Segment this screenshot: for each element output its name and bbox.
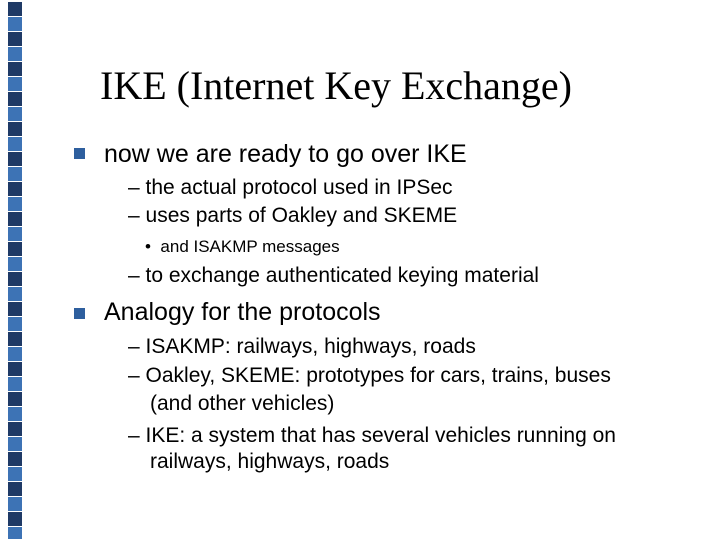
strip-block (8, 62, 22, 76)
bullet-level2 (128, 335, 476, 359)
bullet-text: now we are ready to go over IKE (104, 140, 467, 168)
strip-block (8, 512, 22, 526)
strip-block (8, 317, 22, 331)
strip-block (8, 332, 22, 346)
dash-marker: – (128, 264, 140, 287)
strip-block (8, 17, 22, 31)
bullet-level2 (128, 364, 611, 388)
strip-block (8, 197, 22, 211)
strip-block (8, 92, 22, 106)
bullet-text: ISAKMP: railways, highways, roads (145, 335, 476, 358)
strip-block (8, 362, 22, 376)
strip-block (8, 167, 22, 181)
strip-block (8, 452, 22, 466)
strip-block (8, 257, 22, 271)
bullet-level1 (104, 140, 467, 169)
strip-block (8, 392, 22, 406)
slide-title: IKE (Internet Key Exchange) (100, 63, 572, 108)
square-bullet-icon (74, 308, 85, 319)
bullet-level2-continuation (150, 392, 334, 416)
strip-block (8, 527, 22, 539)
dot-marker: • (145, 237, 151, 256)
strip-block (8, 212, 22, 226)
strip-block (8, 32, 22, 46)
dash-marker: – (128, 176, 140, 199)
strip-block (8, 422, 22, 436)
strip-block (8, 407, 22, 421)
bullet-text: and ISAKMP messages (160, 237, 340, 256)
dash-marker: – (128, 424, 140, 447)
square-bullet-icon (74, 148, 85, 159)
dash-marker: – (128, 335, 140, 358)
strip-block (8, 287, 22, 301)
strip-block (8, 467, 22, 481)
bullet-text: Analogy for the protocols (104, 298, 381, 326)
bullet-text: to exchange authenticated keying material (145, 264, 539, 287)
bullet-level2 (128, 264, 539, 288)
dash-marker: – (128, 364, 140, 387)
strip-block (8, 122, 22, 136)
strip-block (8, 182, 22, 196)
strip-block (8, 107, 22, 121)
strip-block (8, 137, 22, 151)
strip-block (8, 2, 22, 16)
strip-block (8, 347, 22, 361)
strip-block (8, 497, 22, 511)
left-decorative-strip (0, 0, 24, 540)
strip-block (8, 377, 22, 391)
bullet-level2 (128, 204, 457, 228)
dash-marker: – (128, 204, 140, 227)
bullet-text: uses parts of Oakley and SKEME (145, 204, 458, 227)
bullet-level2 (128, 424, 616, 448)
bullet-text: IKE: a system that has several vehicles running on (145, 424, 616, 447)
bullet-level2 (128, 176, 453, 200)
strip-block (8, 47, 22, 61)
strip-block (8, 302, 22, 316)
bullet-text: the actual protocol used in IPSec (145, 176, 453, 199)
strip-block (8, 242, 22, 256)
bullet-level1 (104, 298, 381, 327)
strip-block (8, 152, 22, 166)
bullet-level3 (145, 237, 340, 257)
bullet-text: (and other vehicles) (150, 392, 335, 415)
bullet-level2-continuation (150, 450, 389, 474)
bullet-text: railways, highways, roads (150, 450, 390, 473)
bullet-text: Oakley, SKEME: prototypes for cars, trains, buses (145, 364, 611, 387)
strip-block (8, 77, 22, 91)
strip-block (8, 482, 22, 496)
strip-block (8, 227, 22, 241)
strip-block (8, 272, 22, 286)
strip-block (8, 437, 22, 451)
